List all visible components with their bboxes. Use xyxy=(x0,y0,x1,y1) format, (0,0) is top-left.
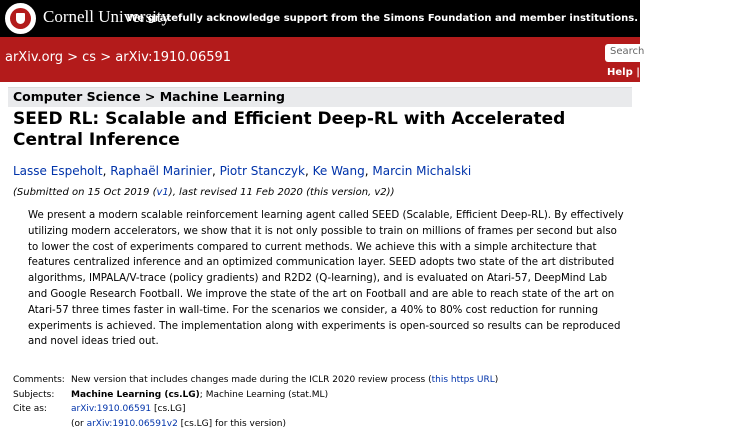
cite-label: Cite as: xyxy=(13,404,47,414)
author-link[interactable]: Ke Wang xyxy=(312,164,365,178)
breadcrumb-arxiv[interactable]: arXiv.org xyxy=(5,50,63,65)
subject-header-text: Computer Science > Machine Learning xyxy=(13,89,286,104)
version-v1-link[interactable]: v1 xyxy=(156,187,169,198)
metadata-table xyxy=(13,373,498,431)
comments-label: Comments: xyxy=(13,375,65,385)
arxiv-header xyxy=(0,37,739,82)
subjects-label: Subjects: xyxy=(13,389,55,400)
cite-arxiv-link[interactable]: arXiv:1910.06591 xyxy=(71,404,152,414)
author-link[interactable]: Marcin Michalski xyxy=(372,164,472,178)
subjects-row xyxy=(13,388,498,403)
breadcrumb-separator: > xyxy=(100,50,112,65)
advanced-search-link[interactable]: Advanced search xyxy=(643,67,739,78)
cornell-header xyxy=(0,0,640,37)
abstract: We present a modern scalable reinforcement learning agent called SEED (Scalable, Efficient Deep-RL). By effectively utilizing modern accelerators, we show that it is not only possible to train on millions of frames per second but also to lower the cost of experiments compared to current methods. We achieve this with a simple architecture that features centralized inference and an optimized communication layer. SEED adopts two state of the art distributed algorithms, IMPALA/V-trace (policy gradients) and R2D2 (Q-learning), and is evaluated on Atari-57, DeepMind Lab and Google Research Football. We improve the state of the art on Football and are able to reach state of the art on Atari-57 three times faster in wall-time. For the scenarios we consider, a 40% to 80% cost reduction for running experiments is achieved. The implementation along with experiments is open-sourced so results can be reproduced and novel ideas tried out. xyxy=(28,210,624,348)
author-link[interactable]: Lasse Espeholt xyxy=(13,164,103,178)
help-link[interactable]: Help xyxy=(607,67,633,78)
cite-version-row xyxy=(13,417,498,432)
breadcrumb-paper-id[interactable]: arXiv:1910.06591 xyxy=(115,50,232,65)
breadcrumb-separator: > xyxy=(67,50,79,65)
support-acknowledgement: We gratefully acknowledge support from the Simons Foundation and member institutions. xyxy=(126,13,638,24)
submission-dateline: (Submitted on 15 Oct 2019 (v1), last revised 11 Feb 2020 (this version, v2)) xyxy=(13,187,395,198)
cornell-university-logo[interactable]: Cornell University xyxy=(43,7,171,26)
comments-row xyxy=(13,373,498,388)
subjects-value: Machine Learning (cs.LG); Machine Learning (stat.ML) xyxy=(71,389,329,400)
comments-url-link[interactable]: this https URL xyxy=(431,375,495,385)
subject-header xyxy=(8,87,632,107)
paper-title: SEED RL: Scalable and Efficient Deep-RL with Accelerated Central Inference xyxy=(13,109,566,150)
cornell-seal-icon[interactable] xyxy=(5,3,36,34)
breadcrumb xyxy=(5,50,231,65)
cite-version-value: (or arXiv:1910.06591v2 [cs.LG] for this version) xyxy=(71,418,287,429)
breadcrumb-cs[interactable]: cs xyxy=(82,50,97,65)
comments-value: New version that includes changes made during the ICLR 2020 review process (this https URL) xyxy=(71,375,499,385)
author-link[interactable]: Raphaël Marinier xyxy=(110,164,212,178)
seal-shield xyxy=(16,13,25,24)
help-separator: | xyxy=(636,67,640,78)
author-list: Lasse Espeholt, Raphaël Marinier, Piotr Stanczyk, Ke Wang, Marcin Michalski xyxy=(13,164,472,178)
author-link[interactable]: Piotr Stanczyk xyxy=(219,164,305,178)
seal-inner xyxy=(10,8,31,29)
help-links xyxy=(607,67,739,78)
cite-version-link[interactable]: arXiv:1910.06591v2 xyxy=(86,418,178,429)
cite-row xyxy=(13,402,498,417)
search-input[interactable]: Search xyxy=(605,44,645,62)
cite-value: arXiv:1910.06591 [cs.LG] xyxy=(71,404,186,414)
